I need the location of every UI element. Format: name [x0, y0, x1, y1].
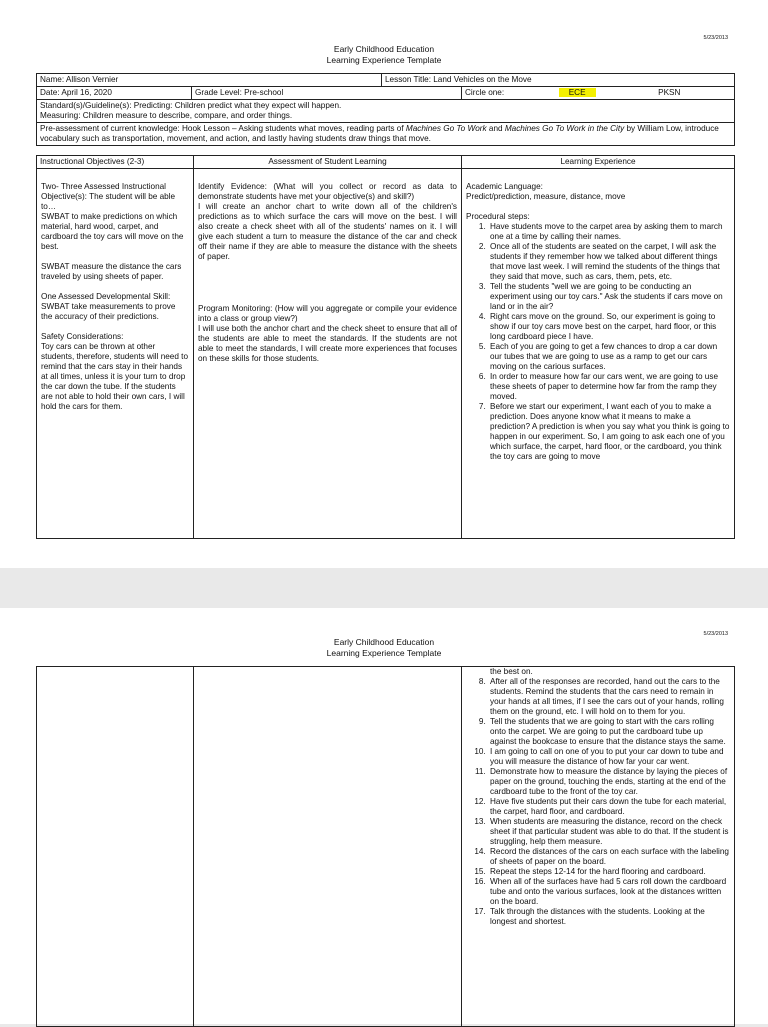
procedural-step: 9. Tell the students that we are going to start with the cars rolling onto the carpet. We are going to put the cardboard tube up against the bookcase to ensure that the distance stays the same.: [488, 717, 730, 747]
identify-evidence-text: I will create an anchor chart to write down all of the children's predictions as to which surface the cars will move on the best. I will also create a check sheet with all of the students' names on it. I will give each student a turn to measure the distance of the car and check off their name if they are able to measure the distance with the sheets of paper.: [198, 202, 457, 261]
date-cell: Date: April 16, 2020: [37, 87, 192, 100]
procedural-steps-heading: Procedural steps:: [466, 212, 530, 221]
procedural-step: 5. Each of you are going to get a few chances to drop a car down our tubes that we are going to use as a ramp to get our cars moving on the carious surfaces.: [488, 342, 730, 372]
objective-1: SWBAT to make predictions on which material, hard wood, carpet, and cardboard the toy cars will move on the best.: [41, 212, 184, 251]
standards-cell: [37, 100, 735, 123]
procedural-steps-list: [466, 677, 730, 927]
pre-assessment-text: Pre-assessment of current knowledge: Hook Lesson – Asking students what moves, reading parts of: [40, 124, 406, 133]
program-monitoring-text: I will use both the anchor chart and the check sheet to ensure that all of the students are able to meet the standards. If the students are not able to meet the standards, I will create more experiences that focuses on these skills for those students.: [198, 324, 457, 363]
step-continuation: the best on.: [490, 667, 533, 676]
identify-evidence-heading: Identify Evidence: (What will you collect or record as data to demonstrate students have met your objective(s) and skill?): [198, 182, 457, 201]
procedural-step: 17. Talk through the distances with the students. Looking at the longest and shortest.: [488, 907, 730, 927]
document-subtitle: Learning Experience Template: [326, 648, 442, 658]
procedural-step: 8. After all of the responses are recorded, hand out the cars to the students. Remind the students that the cars need to remain in your hands at all times, if I see the cars out of your hands, rolling them on the ground, etc. I will hold on to them for you.: [488, 677, 730, 717]
circle-option-ece: ECE: [559, 88, 596, 97]
circle-one-label: Circle one:: [465, 88, 505, 97]
procedural-step: 1. Have students move to the carpet area by asking them to march one at a time by calling their names.: [488, 222, 730, 242]
academic-language-heading: Academic Language:: [466, 182, 543, 191]
standard-predicting: Standard(s)/Guideline(s): Predicting: Children predict what they expect will happen.: [40, 101, 342, 110]
safety-text: Toy cars can be thrown at other students, therefore, students will need to remind that the cars stay in their hands at all times, unless it is your turn to drop the car down the tube. If the students are not able to hold their own cars, I will hold the cars for them.: [41, 342, 189, 411]
document-title: Early Childhood Education: [333, 637, 435, 647]
document-title: Early Childhood Education: [333, 44, 435, 54]
document-page-2: [0, 608, 768, 1024]
safety-heading: Safety Considerations:: [41, 332, 124, 341]
book-title-1: Machines Go To Work: [405, 124, 487, 133]
procedural-step: 14. Record the distances of the cars on each surface with the labeling of sheets of paper on the board.: [488, 847, 730, 867]
lesson-info-table: [36, 73, 735, 146]
procedural-step: 3. Tell the students "well we are going to be conducting an experiment using our toy cars." Ask the students if cars move on land or in the air?: [488, 282, 730, 312]
pre-assessment-cell: [37, 123, 735, 146]
program-monitoring-heading: Program Monitoring: (How will you aggregate or compile your evidence into a class or group view?): [198, 304, 457, 323]
col-header-assessment: Assessment of Student Learning: [194, 156, 462, 169]
learning-experience-table: [36, 155, 735, 539]
standard-measuring: Measuring: Children measure to describe, compare, and order things.: [40, 111, 293, 120]
book-title-2: Machines Go To Work in the City: [504, 124, 625, 133]
procedural-step: 12. Have five students put their cars down the tube for each material, the carpet, hard floor, and cardboard.: [488, 797, 730, 817]
objective-2: SWBAT measure the distance the cars traveled by using sheets of paper.: [41, 262, 182, 281]
pre-assessment-and: and: [486, 124, 505, 133]
page-date: 5/23/2013: [703, 631, 728, 637]
assessment-cell: [194, 169, 462, 539]
procedural-step: 7. Before we start our experiment, I want each of you to make a prediction. Does anyone know what it means to make a prediction? A prediction is when you say what you think is going to happen in our experiment. So, I am going to ask each one of you which surface, the carpet, hard floor, or the cardboard, you think the toy cars are going to move: [488, 402, 730, 462]
assessment-cell-empty: [194, 667, 462, 1027]
pre-assessment-rest: by William Low, introduce vocabulary such as transportation, movement, and action, and lastly having students draw things that move.: [40, 124, 719, 143]
procedural-step: 10. I am going to call on one of you to put your car down to tube and you will measure the distance of how far your car went.: [488, 747, 730, 767]
procedural-step: 13. When students are measuring the distance, record on the check sheet if that particular student was able to do that. If the student is struggling, help them measure.: [488, 817, 730, 847]
procedural-step: 16. When all of the surfaces have had 5 cars roll down the cardboard tube and onto the various surfaces, look at the distances written on the board.: [488, 877, 730, 907]
procedural-step: 4. Right cars move on the ground. So, our experiment is going to show if our toy cars move best on the carpet, hard floor, or this long cardboard piece I have.: [488, 312, 730, 342]
procedural-step: 6. In order to measure how far our cars went, we are going to use these sheets of paper to determine how far from the ramp they moved.: [488, 372, 730, 402]
learning-experience-table-continued: [36, 666, 735, 1027]
objectives-cell-empty: [37, 667, 194, 1027]
objectives-intro: Two- Three Assessed Instructional Objective(s): The student will be able to…: [41, 182, 176, 211]
procedural-step: 15. Repeat the steps 12-14 for the hard flooring and cardboard.: [488, 867, 730, 877]
developmental-skill-heading: One Assessed Developmental Skill:: [41, 292, 171, 301]
col-header-objectives: Instructional Objectives (2-3): [37, 156, 194, 169]
document-subtitle: Learning Experience Template: [326, 55, 442, 65]
name-cell: Name: Allison Vernier: [37, 74, 382, 87]
developmental-skill: SWBAT take measurements to prove the accuracy of their predictions.: [41, 302, 176, 321]
page-date: 5/23/2013: [703, 35, 728, 41]
procedural-step: 11. Demonstrate how to measure the distance by laying the pieces of paper on the ground, touching the ends, starting at the end of the cardboard tube to the front of the toy car.: [488, 767, 730, 797]
circle-option-pksn: PKSN: [658, 88, 681, 97]
procedural-step: 2. Once all of the students are seated on the carpet, I will ask the students if they remember how we talked about different things that move last week. I will remind the students of the things that they said that move, such as cars, them, pets, etc.: [488, 242, 730, 282]
learning-experience-cell: [462, 169, 735, 539]
lesson-title-cell: Lesson Title: Land Vehicles on the Move: [382, 74, 735, 87]
learning-experience-cell: [462, 667, 735, 1027]
objectives-cell: [37, 169, 194, 539]
grade-level-cell: Grade Level: Pre-school: [192, 87, 462, 100]
col-header-learning-experience: Learning Experience: [462, 156, 735, 169]
circle-one-cell: [462, 87, 735, 100]
procedural-steps-list: [466, 222, 730, 462]
academic-language-terms: Predict/prediction, measure, distance, move: [466, 192, 626, 201]
